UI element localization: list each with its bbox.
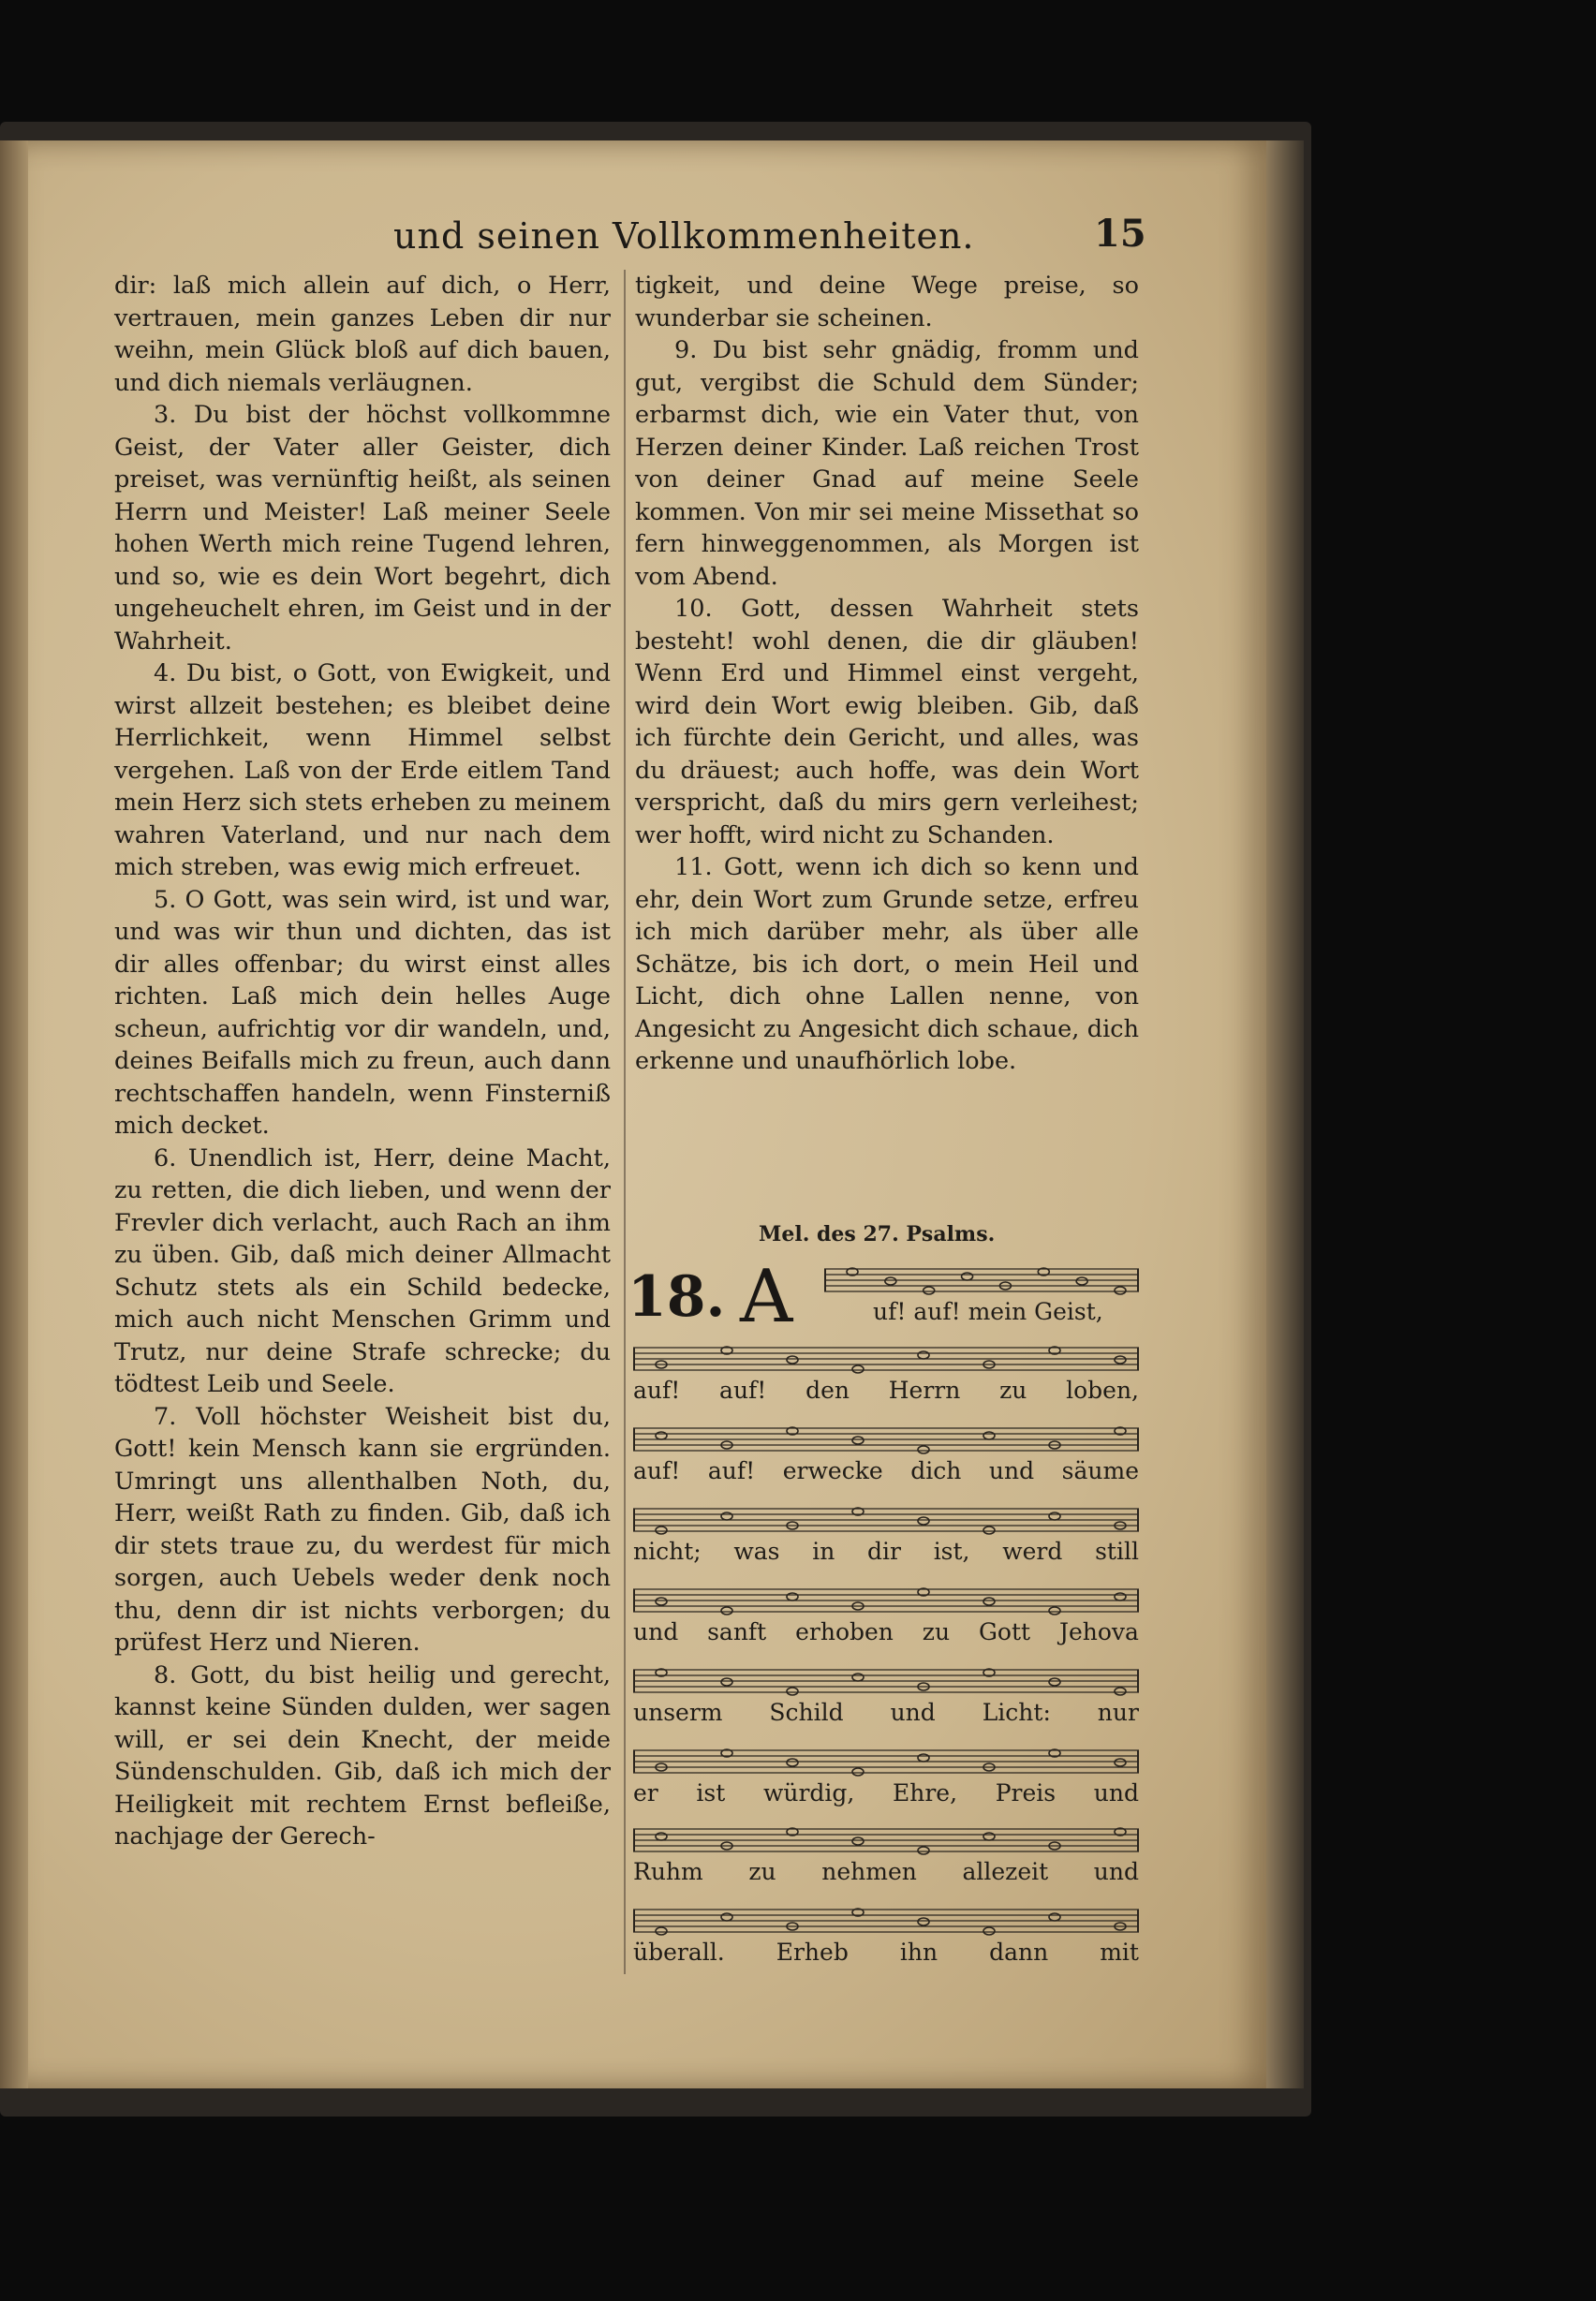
right-column bbox=[635, 270, 1139, 1078]
lyric-word: er bbox=[633, 1779, 658, 1807]
lyric-word: dich bbox=[910, 1457, 962, 1484]
lyric-word: Ehre, bbox=[893, 1779, 958, 1807]
lyric-word: säume bbox=[1061, 1457, 1139, 1484]
lyric-word: und bbox=[1093, 1779, 1139, 1807]
verse-paragraph: 5. O Gott, was sein wird, ist und war, und was wir thun und dichten, das ist dir alles offenbar; du wirst einst alles richten. Laß mich dein helles Auge scheun, aufrichtig vor dir wandeln, und, deines Beifalls mich zu freun, auch dann rechtschaffen handeln, wenn Finsterniß mich decket. bbox=[114, 885, 611, 1140]
lyric-line bbox=[633, 1377, 1139, 1404]
lyric-line bbox=[633, 1699, 1139, 1726]
page-number: 15 bbox=[1094, 212, 1146, 256]
verse-paragraph: 9. Du bist sehr gnädig, fromm und gut, vergibst die Schuld dem Sünder; erbarmst dich, wie ein Vater thut, von Herzen deiner Kinder. Laß reichen Trost von deiner Gnad auf meine Seele kommen. Von mir sei meine Missethat so fern hinweggenommen, als Morgen ist vom Abend. bbox=[635, 336, 1139, 591]
verse-paragraph: 7. Voll höchster Weisheit bist du, Gott! kein Mensch kann sie ergründen. Umringt uns allenthalben Noth, du, Herr, weißt Rath zu finden. Gib, daß ich dir stets traue zu, du werdest für mich sorgen, auch Uebels weder denk noch thu, denn dir ist nichts verborgen; du prüfest Herz und Nieren. bbox=[114, 1402, 611, 1657]
lyric-word: nur bbox=[1097, 1699, 1139, 1726]
lyric-word: dann bbox=[989, 1939, 1049, 1966]
lyric-line bbox=[633, 1538, 1139, 1565]
lyric-word: sanft bbox=[707, 1618, 767, 1645]
verse-paragraph: 11. Gott, wenn ich dich so kenn und ehr, dein Wort zum Grunde setze, erfreu ich mich darüber mehr, als über alle Schätze, bis ich dort, o mein Heil und Licht, dich ohne Lallen nenne, von Angesicht zu Angesicht dich schaue, dich erkenne und unaufhörlich lobe. bbox=[635, 853, 1139, 1075]
lyric-word: auf! bbox=[633, 1377, 681, 1404]
lyric-word: unserm bbox=[633, 1699, 723, 1726]
lyric-word: Licht: bbox=[982, 1699, 1051, 1726]
music-staff bbox=[633, 1586, 1139, 1615]
music-staff bbox=[824, 1266, 1139, 1294]
lyric-word: allezeit bbox=[962, 1858, 1049, 1885]
lyric-word: Herrn bbox=[888, 1377, 961, 1404]
lyric-word: Preis bbox=[995, 1779, 1057, 1807]
page-edge bbox=[1266, 140, 1304, 2088]
hymn-number: 18. bbox=[628, 1264, 726, 1330]
lyric-word: zu bbox=[999, 1377, 1027, 1404]
lyric-word: uf! auf! mein Geist, bbox=[873, 1298, 1103, 1325]
lyric-line bbox=[873, 1298, 1139, 1325]
music-staff bbox=[633, 1425, 1139, 1453]
verse-paragraph: 4. Du bist, o Gott, von Ewigkeit, und wirst allzeit bestehen; es bleibet deine Herrlichkeit, wenn Himmel selbst vergehen. Laß von der Erde eitlem Tand mein Herz sich stets erheben zu meinem wahren Vaterland, und nur nach dem mich streben, was ewig mich erfreuet. bbox=[114, 659, 611, 881]
page-gutter bbox=[0, 140, 28, 2088]
music-staff bbox=[633, 1907, 1139, 1935]
lyric-word: werd bbox=[1002, 1538, 1063, 1565]
lyric-word: was bbox=[733, 1538, 780, 1565]
lyric-word: erhoben bbox=[795, 1618, 894, 1645]
lyric-word: auf! bbox=[719, 1377, 767, 1404]
lyric-word: zu bbox=[748, 1858, 776, 1885]
lyric-word: ihn bbox=[899, 1939, 938, 1966]
lyric-word: auf! bbox=[707, 1457, 756, 1484]
verse-paragraph: tigkeit, und deine Wege preise, so wunderbar sie scheinen. bbox=[635, 272, 1139, 332]
lyric-word: den bbox=[805, 1377, 850, 1404]
lyric-word: loben, bbox=[1066, 1377, 1139, 1404]
lyric-word: und bbox=[1093, 1858, 1139, 1885]
lyric-word: mit bbox=[1100, 1939, 1139, 1966]
lyric-word: Ruhm bbox=[633, 1858, 703, 1885]
lyric-word: und bbox=[633, 1618, 679, 1645]
melody-note: Mel. des 27. Psalms. bbox=[759, 1222, 996, 1246]
lyric-word: dir bbox=[867, 1538, 901, 1565]
lyric-word: und bbox=[988, 1457, 1035, 1484]
lyric-word: Erheb bbox=[776, 1939, 849, 1966]
verse-paragraph: 8. Gott, du bist heilig und gerecht, kannst keine Sünden dulden, wer sagen will, er sei dein Knecht, der meide Sündenschulden. Gib, daß ich mich der Heiligkeit mit rechtem Ernst befleiße, nachjage der Gerech- bbox=[114, 1660, 611, 1851]
lyric-word: zu bbox=[922, 1618, 951, 1645]
lyric-line bbox=[633, 1457, 1139, 1484]
lyric-line bbox=[633, 1779, 1139, 1807]
verse-paragraph: 6. Unendlich ist, Herr, deine Macht, zu retten, die dich lieben, und wenn der Frevler dich verlacht, auch Rach an ihm zu üben. Gib, daß mich deiner Allmacht Schutz stets als ein Schild bedecke, mich auch nicht Menschen Grimm und Trutz, nur deine Strafe schrecke; du tödtest Leib und Seele. bbox=[114, 1143, 611, 1398]
lyric-word: erwecke bbox=[782, 1457, 883, 1484]
lyric-word: ist bbox=[696, 1779, 726, 1807]
music-staff bbox=[633, 1345, 1139, 1373]
lyric-line bbox=[633, 1858, 1139, 1885]
lyric-word: Jehova bbox=[1058, 1618, 1139, 1645]
lyric-word: still bbox=[1095, 1538, 1139, 1565]
lyric-word: auf! bbox=[633, 1457, 681, 1484]
verse-paragraph: 10. Gott, dessen Wahrheit stets besteht! wohl denen, die dir gläuben! Wenn Erd und Himmel einst vergeht, wird dein Wort ewig bleiben. Gib, daß ich fürchte dein Gericht, und alles, was du dräuest; auch hoffe, was dein Wort verspricht, daß du mirs gern verleihest; wer hofft, wird nicht zu Schanden. bbox=[635, 595, 1139, 849]
lyric-word: Schild bbox=[769, 1699, 844, 1726]
column-divider bbox=[624, 270, 626, 1974]
left-column bbox=[114, 270, 611, 1853]
verse-paragraph: dir: laß mich allein auf dich, o Herr, vertrauen, mein ganzes Leben dir nur weihn, mein Glück bloß auf dich bauen, und dich niemals verläugnen. bbox=[114, 272, 611, 397]
lyric-word: nehmen bbox=[821, 1858, 917, 1885]
lyric-word: Gott bbox=[978, 1618, 1031, 1645]
lyric-word: nicht; bbox=[633, 1538, 702, 1565]
lyric-word: und bbox=[890, 1699, 936, 1726]
music-staff bbox=[633, 1826, 1139, 1854]
lyric-word: in bbox=[812, 1538, 835, 1565]
lyric-line bbox=[633, 1939, 1139, 1966]
music-staff bbox=[633, 1748, 1139, 1776]
music-staff bbox=[633, 1667, 1139, 1695]
verse-paragraph: 3. Du bist der höchst vollkommne Geist, der Vater aller Geister, dich preiset, was vernünftig heißt, als seinen Herrn und Meister! Laß meiner Seele hohen Werth mich reine Tugend lehren, und so, wie es dein Wort begehrt, dich ungeheuchelt ehren, im Geist und in der Wahrheit. bbox=[114, 401, 611, 656]
lyric-word: überall. bbox=[633, 1939, 725, 1966]
music-staff bbox=[633, 1506, 1139, 1534]
lyric-word: würdig, bbox=[762, 1779, 855, 1807]
lyric-word: ist, bbox=[933, 1538, 970, 1565]
drop-initial: A bbox=[740, 1255, 793, 1339]
running-title: und seinen Vollkommenheiten. bbox=[393, 215, 975, 257]
lyric-line bbox=[633, 1618, 1139, 1645]
